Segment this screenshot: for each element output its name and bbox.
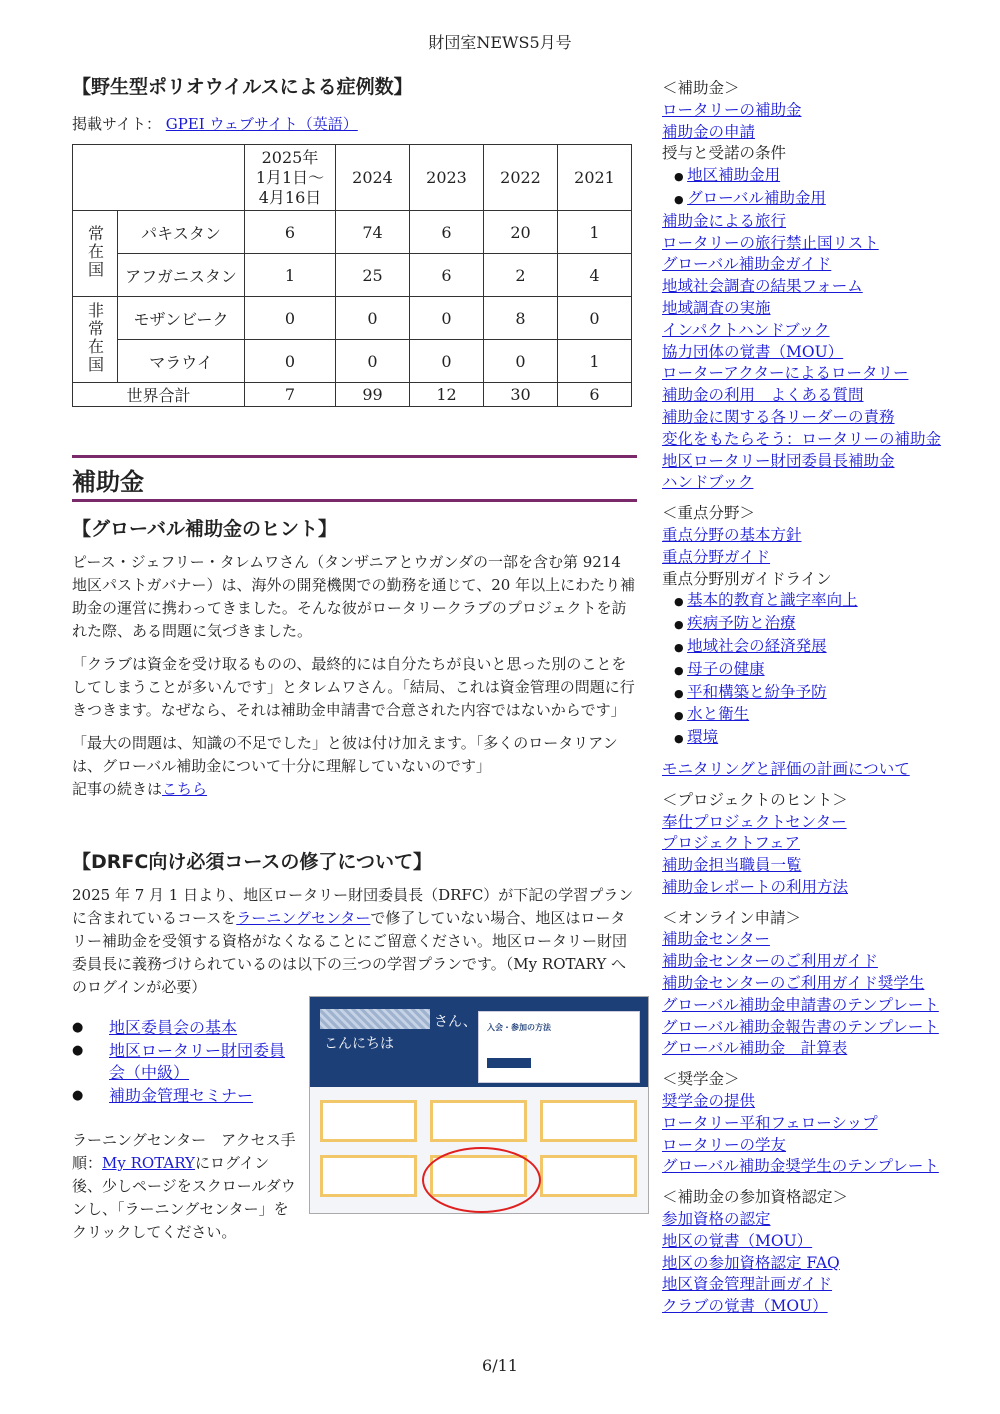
course-list — [72, 1017, 292, 1107]
section-divider — [72, 499, 637, 502]
sidebar-sub-item — [662, 682, 962, 705]
sidebar-link[interactable]: 参加資格の認定 — [662, 1210, 771, 1229]
sidebar-sub-link[interactable]: 環境 — [687, 728, 719, 747]
drfc-paragraph: 2025 年 7 月 1 日より、地区ロータリー財団委員長（DRFC）が下記の学習プランに含まれているコースをラーニングセンターで修了していない場合、地区はロータリー補助金を受領する資格がなくなることにご留意ください。地区ロータリー財団委員長に義務づけられているのは以下の三つの学習プランです。（My ROTARY へのログインが必要） — [72, 886, 634, 996]
sidebar-link[interactable]: 重点分野の基本方針 — [662, 525, 802, 544]
sidebar-sub-link[interactable]: 地域社会の経済発展 — [687, 636, 827, 655]
value-cell: 0 — [410, 297, 484, 340]
sidebar-gap — [662, 494, 962, 503]
table-corner — [73, 145, 245, 211]
sidebar-link[interactable]: グローバル補助金奨学生のテンプレート — [662, 1157, 939, 1176]
screenshot-greeting-suffix: さん、 — [434, 1014, 477, 1030]
section-divider — [72, 455, 637, 458]
sidebar-link[interactable]: インパクトハンドブック — [662, 320, 830, 339]
sidebar-link[interactable]: 奉仕プロジェクトセンター — [662, 812, 847, 831]
sidebar-sub-link[interactable]: 基本的教育と識字率向上 — [687, 591, 858, 610]
gpei-link[interactable]: GPEI ウェブサイト（英語） — [165, 115, 358, 133]
sidebar-label: 重点分野別ガイドライン — [662, 569, 832, 588]
sidebar-sub-item — [662, 188, 962, 211]
value-cell: 0 — [484, 340, 558, 383]
course-link-foundation[interactable]: 地区ロータリー財団委員会（中級） — [109, 1041, 286, 1082]
value-cell: 2 — [484, 254, 558, 297]
table-total-row — [73, 383, 632, 407]
sidebar-category: ＜補助金＞ — [662, 79, 740, 97]
sidebar-link[interactable]: 補助金の利用 よくある質問 — [662, 386, 864, 405]
access-instructions: ラーニングセンター アクセス手順：My ROTARYにログイン後、少しページをスクロールダウンし、「ラーニングセンター」をクリックしてください。 — [72, 1131, 296, 1241]
sidebar-link[interactable]: 補助金の申請 — [662, 122, 756, 141]
country-cell: パキスタン — [118, 211, 245, 254]
sidebar-link[interactable]: ロータリーの補助金 — [662, 100, 802, 119]
page-footer: 6/11 — [482, 1356, 518, 1375]
course-link-grant-seminar[interactable]: 補助金管理セミナー — [109, 1086, 254, 1105]
sidebar-category: ＜プロジェクトのヒント＞ — [662, 790, 848, 809]
col-2025: 2025年 1月1日～ 4月16日 — [245, 145, 336, 211]
value-cell: 12 — [410, 383, 484, 407]
country-cell: マラウイ — [118, 340, 245, 383]
value-cell: 74 — [336, 211, 410, 254]
value-cell: 25 — [336, 254, 410, 297]
sidebar-links — [662, 78, 962, 1318]
col-2022: 2022 — [484, 145, 558, 211]
group-endemic: 常在国 — [73, 211, 118, 297]
hint-paragraph-1: ピース・ジェフリー・タレムワさん（タンザニアとウガンダの一部を含む第 9214 地区パストガバナー）は、海外の開発機関での勤務を通じて、20 年以上にわたり補助金の運営に携わってきました。そんな彼がロータリークラブのプロジェクトを訪れた際、ある問題に気づきました。 — [72, 553, 636, 640]
blurred-name — [320, 1009, 430, 1029]
table-row — [73, 211, 632, 254]
list-item — [72, 1017, 292, 1039]
page-header: 財団室NEWS5月号 — [428, 33, 572, 52]
sidebar-link[interactable]: 奨学金の提供 — [662, 1092, 756, 1111]
sidebar-sub-item — [662, 165, 962, 188]
sidebar-gap — [662, 781, 962, 790]
sidebar-link[interactable]: 補助金に関する各リーダーの責務 — [662, 407, 895, 426]
sidebar-link[interactable]: ローターアクターによるロータリー — [662, 364, 909, 383]
my-rotary-link[interactable]: My ROTARY — [102, 1154, 195, 1172]
table-row — [73, 340, 632, 383]
sidebar-sub-link[interactable]: 地区補助金用 — [687, 166, 781, 185]
col-2024: 2024 — [336, 145, 410, 211]
screenshot-card — [478, 1011, 640, 1083]
read-more-link[interactable]: こちら — [162, 780, 208, 798]
sidebar-link[interactable]: プロジェクトフェア — [662, 834, 800, 853]
value-cell: 0 — [558, 297, 632, 340]
value-cell: 0 — [245, 340, 336, 383]
learning-center-link[interactable]: ラーニングセンター — [236, 909, 371, 927]
value-cell: 6 — [410, 254, 484, 297]
country-cell: モザンビーク — [118, 297, 245, 340]
value-cell: 1 — [558, 340, 632, 383]
list-item — [72, 1040, 292, 1084]
sidebar-category: ＜重点分野＞ — [662, 504, 756, 523]
sidebar-link[interactable]: 地区の参加資格認定 FAQ — [662, 1253, 840, 1272]
sidebar-link[interactable]: グローバル補助金ガイド — [662, 255, 832, 274]
value-cell: 30 — [484, 383, 558, 407]
screenshot-card-title: 入会・参加の方法 — [487, 1023, 551, 1032]
hint-paragraph-3: 「最大の問題は、知識の不足でした」と彼は付け加えます。「多くのロータリアンは、グローバル補助金について十分に理解していないのです」 — [72, 734, 618, 775]
screenshot-tile — [540, 1155, 637, 1197]
sidebar-category: ＜補助金の参加資格認定＞ — [662, 1188, 849, 1207]
screenshot-tile — [320, 1155, 417, 1197]
polio-source — [72, 113, 637, 136]
screenshot-tile — [430, 1100, 527, 1142]
table-row — [73, 297, 632, 340]
read-more-prefix: 記事の続きは — [72, 780, 163, 798]
sidebar-sub-item — [662, 613, 962, 636]
read-more — [72, 778, 637, 801]
value-cell: 6 — [410, 211, 484, 254]
total-label: 世界合計 — [73, 383, 245, 407]
table-row — [73, 254, 632, 297]
sidebar-link[interactable]: 地区ロータリー財団委員長補助金 — [662, 451, 895, 470]
sidebar-link[interactable]: モニタリングと評価の計画について — [662, 759, 910, 778]
value-cell: 0 — [245, 297, 336, 340]
grants-section-title: 補助金 — [72, 468, 144, 496]
sidebar-link[interactable]: グローバル補助金申請書のテンプレート — [662, 995, 939, 1014]
sidebar-gap — [662, 899, 962, 908]
sidebar-sub-link[interactable]: 疾病予防と治療 — [687, 614, 796, 633]
sidebar-sub-item — [662, 704, 962, 727]
value-cell: 99 — [336, 383, 410, 407]
value-cell: 0 — [410, 340, 484, 383]
course-link-basics[interactable]: 地区委員会の基本 — [109, 1018, 238, 1037]
value-cell: 1 — [558, 211, 632, 254]
value-cell: 6 — [245, 211, 336, 254]
polio-cases-table — [72, 144, 632, 407]
sidebar-link[interactable]: 変化をもたらそう：ロータリーの補助金 — [662, 429, 942, 448]
sidebar-link[interactable]: ロータリーの旅行禁止国リスト — [662, 233, 879, 252]
sidebar-link[interactable]: 協力団体の覚書（MOU） — [662, 342, 844, 361]
sidebar-link[interactable]: 補助金による旅行 — [662, 211, 787, 230]
sidebar-link[interactable]: 地域調査の実施 — [662, 298, 771, 317]
sidebar-link[interactable]: ハンドブック — [662, 473, 754, 492]
screenshot-tile — [320, 1100, 417, 1142]
value-cell: 20 — [484, 211, 558, 254]
sidebar-link[interactable]: ロータリー平和フェローシップ — [662, 1113, 878, 1132]
screenshot-tile — [540, 1100, 637, 1142]
sidebar-category: ＜奨学金＞ — [662, 1070, 740, 1089]
sidebar-link[interactable]: 補助金センターのご利用ガイド — [662, 952, 878, 971]
col-2021: 2021 — [558, 145, 632, 211]
value-cell: 6 — [558, 383, 632, 407]
sidebar-link[interactable]: グローバル補助金報告書のテンプレート — [662, 1017, 939, 1036]
value-cell: 7 — [245, 383, 336, 407]
sidebar-link[interactable]: 補助金センター — [662, 930, 770, 949]
sidebar-link[interactable]: 補助金レポートの利用方法 — [662, 877, 849, 896]
polio-title: 【野生型ポリオウイルスによる症例数】 — [72, 76, 413, 98]
sidebar-label: 授与と受諾の条件 — [662, 144, 787, 163]
sidebar-gap — [662, 1178, 962, 1187]
sidebar-link[interactable]: 地区資金管理計画ガイド — [662, 1275, 833, 1294]
highlight-circle — [422, 1147, 541, 1213]
value-cell: 4 — [558, 254, 632, 297]
sidebar-gap — [662, 750, 962, 759]
sidebar-sub-item — [662, 636, 962, 659]
sidebar-sub-link[interactable]: 水と衛生 — [687, 705, 750, 724]
sidebar-link[interactable]: 補助金センターのご利用ガイド奨学生 — [662, 974, 925, 993]
col-2023: 2023 — [410, 145, 484, 211]
value-cell: 8 — [484, 297, 558, 340]
value-cell: 1 — [245, 254, 336, 297]
hint-title: 【グローバル補助金のヒント】 — [72, 518, 338, 540]
value-cell: 0 — [336, 297, 410, 340]
source-label: 掲載サイト： — [72, 115, 161, 133]
sidebar-link[interactable]: 重点分野ガイド — [662, 547, 771, 566]
group-non-endemic: 非常在国 — [73, 297, 118, 383]
table-header-row — [73, 145, 632, 211]
screenshot-greeting: こんにちは — [324, 1036, 394, 1052]
learning-center-screenshot — [309, 996, 649, 1214]
country-cell: アフガニスタン — [118, 254, 245, 297]
sidebar-sub-item — [662, 727, 962, 750]
drfc-title: 【DRFC向け必須コースの修了について】 — [72, 851, 432, 873]
screenshot-card-button — [487, 1058, 531, 1068]
list-item — [72, 1085, 292, 1107]
sidebar-link[interactable]: クラブの覚書（MOU） — [662, 1297, 828, 1316]
sidebar-sub-item — [662, 659, 962, 682]
sidebar-link[interactable]: 地域社会調査の結果フォーム — [662, 277, 863, 296]
sidebar-link[interactable]: 地区の覚書（MOU） — [662, 1231, 813, 1250]
hint-paragraph-2: 「クラブは資金を受け取るものの、最終的には自分たちが良いと思った別のことをしてしまうことが多いんです」とタレムワさん。「結局、これは資金管理の問題に行きつきます。なぜなら、それは補助金申請書で合意された内容ではないからです」 — [72, 655, 635, 719]
sidebar-category: ＜オンライン申請＞ — [662, 908, 802, 927]
sidebar-link[interactable]: 補助金担当職員一覧 — [662, 856, 802, 875]
sidebar-link[interactable]: ロータリーの学友 — [662, 1135, 787, 1154]
sidebar-gap — [662, 1060, 962, 1069]
sidebar-sub-link[interactable]: 母子の健康 — [687, 659, 765, 678]
sidebar-link[interactable]: グローバル補助金 計算表 — [662, 1039, 848, 1058]
sidebar-sub-link[interactable]: グローバル補助金用 — [687, 188, 826, 207]
value-cell: 0 — [336, 340, 410, 383]
sidebar-sub-item — [662, 590, 962, 613]
sidebar-sub-link[interactable]: 平和構築と紛争予防 — [687, 682, 827, 701]
